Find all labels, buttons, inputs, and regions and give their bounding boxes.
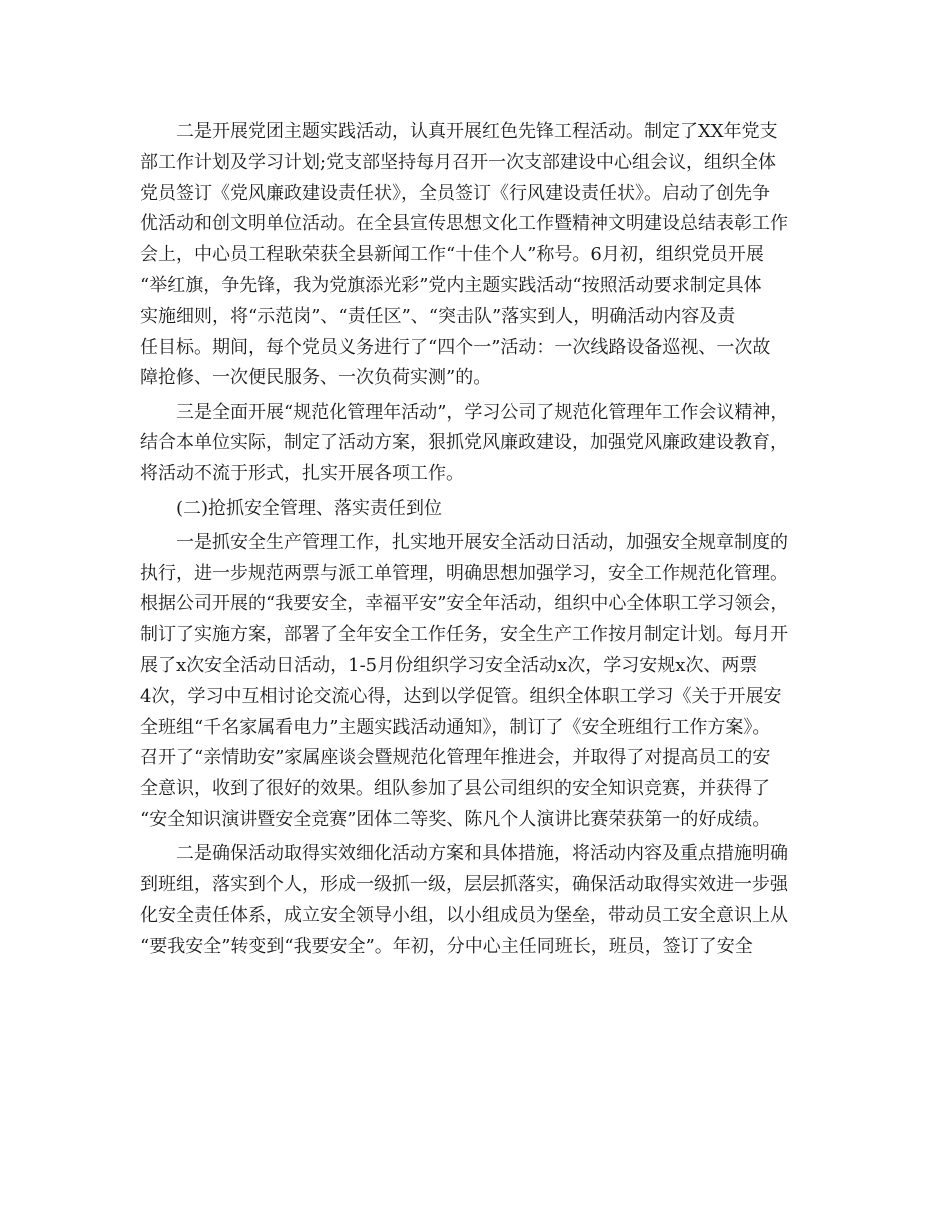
text-line: “要我安全”转变到“我要安全”。年初，分中心主任同班长，班员，签订了安全	[140, 935, 753, 957]
paragraph	[140, 839, 830, 962]
text-line: 二是开展党团主题实践活动，认真开展红色先锋工程活动。制定了XX年党支	[176, 121, 778, 142]
text-line: 展了x次安全活动日活动，1-5月份组织学习安全活动x次，学习安规x次、两票	[140, 655, 758, 677]
paragraph	[140, 494, 830, 525]
text-line: 会上，中心员工程耿荣获全县新闻工作“十佳个人”称号。6月初，组织党员开展	[140, 244, 764, 266]
text-line: 到班组，落实到个人，形成一级抓一级，层层抓落实，确保活动取得实效进一步强	[140, 874, 788, 896]
text-line: 一是抓安全生产管理工作，扎实地开展安全活动日活动，加强安全规章制度的	[176, 531, 788, 553]
text-line: 化安全责任体系，成立安全领导小组，以小组成员为堡垒，带动员工安全意识上从	[140, 904, 788, 926]
text-line: 障抢修、一次便民服务、一次负荷实测”的。	[140, 367, 492, 389]
text-line: 将活动不流于形式，扎实开展各项工作。	[140, 463, 464, 485]
text-line: 召开了“亲情助安”家属座谈会暨规范化管理年推进会，并取得了对提高员工的安	[140, 747, 771, 769]
text-line: “举红旗，争先锋，我为党旗添光彩”党内主题实践活动“按照活动要求制定具体	[140, 274, 762, 296]
text-line: 三是全面开展“规范化管理年活动”，学习公司了规范化管理年工作会议精神，	[176, 401, 789, 423]
text-line: 4次，学习中互相讨论交流心得，达到以学促管。组织全体职工学习《关于开展安	[140, 685, 782, 707]
text-line: 二是确保活动取得实效细化活动方案和具体措施，将活动内容及重点措施明确	[176, 843, 788, 865]
text-line: 全班组“千名家属看电力”主题实践活动通知》，制订了《安全班组行工作方案》。	[140, 716, 771, 738]
text-line: 优活动和创文明单位活动。在全县宣传思想文化工作暨精神文明建设总结表彰工作	[140, 213, 788, 235]
paragraph	[140, 117, 830, 394]
text-line: 根据公司开展的“我要安全，幸福平安”安全年活动，组织中心全体职工学习领会，	[140, 593, 789, 615]
document-body	[140, 117, 830, 966]
paragraph	[140, 528, 830, 836]
paragraph-gap	[140, 963, 830, 967]
text-line: 全意识，收到了很好的效果。组队参加了县公司组织的安全知识竞赛，并获得了	[140, 778, 770, 800]
text-line: 部工作计划及学习计划;党支部坚持每月召开一次支部建设中心组会议，组织全体	[140, 151, 777, 173]
text-line: “安全知识演讲暨安全竞赛”团体二等奖、陈凡个人演讲比赛荣获第一的好成绩。	[140, 809, 771, 831]
text-line: (二)抢抓安全管理、落实责任到位	[176, 497, 443, 519]
text-line: 结合本单位实际，制定了活动方案，狠抓党风廉政建设，加强党风廉政建设教育，	[140, 432, 788, 454]
text-line: 任目标。期间，每个党员义务进行了“四个一”活动：一次线路设备巡视、一次故	[140, 336, 771, 358]
text-line: 党员签订《党风廉政建设责任状》，全员签订《行风建设责任状》。启动了创先争	[140, 182, 770, 204]
text-line: 执行，进一步规范两票与派工单管理，明确思想加强学习，安全工作规范化管理。	[140, 562, 788, 584]
paragraph	[140, 398, 830, 490]
text-line: 实施细则，将“示范岗”、“责任区”、“突击队”落实到人，明确活动内容及责	[140, 305, 736, 327]
text-line: 制订了实施方案，部署了全年安全工作任务，安全生产工作按月制定计划。每月开	[140, 624, 788, 646]
